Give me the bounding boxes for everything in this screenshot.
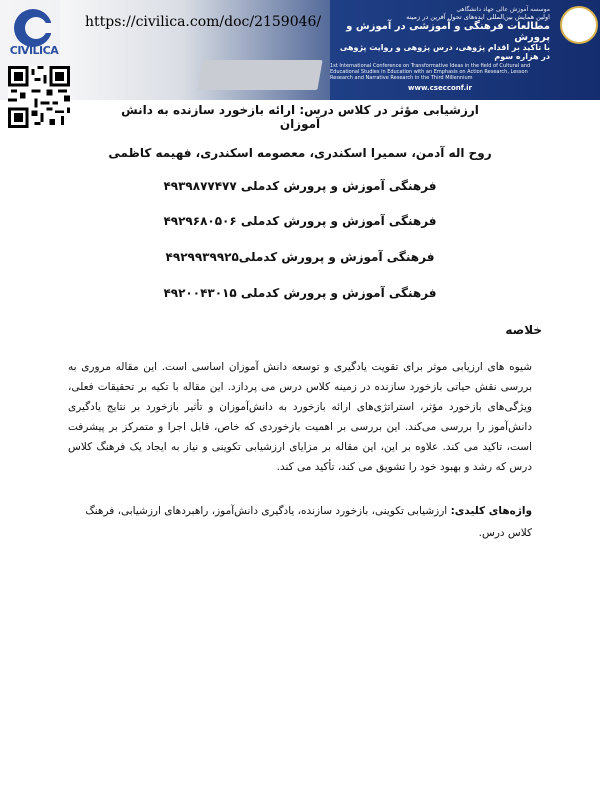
civilica-logo-text: CIVILICA (9, 44, 59, 57)
conference-org: موسسه آموزش عالی جهاد دانشگاهی (456, 6, 550, 13)
author-affiliation: فرهنگی آموزش و پرورش کدملی ۴۹۲۰۰۴۳۰۱۵ (163, 286, 437, 300)
paper-authors: روح اله آدمن، سمیرا اسکندری، معصومه اسکندری، فهیمه کاظمی (108, 146, 492, 160)
document-url[interactable]: https://civilica.com/doc/2159046/ (85, 14, 322, 30)
abstract-text: شیوه های ارزیابی موثر برای تقویت یادگیری و توسعه دانش آموزان اساسی است. این مقاله مروری به بررسی نقش حیاتی بازخورد سازنده در زمینه کلاس درس می پردازد. این مقاله با تکیه بر تحقیقات فعلی، ویژگی‌های بازخورد مؤثر، استراتژی‌های ارائه بازخورد به دانش‌آموزان و تأثیر بازخورد بر نتایج یادگیری دانش‌آموز را بررسی می‌کند. این بررسی بر اهمیت بازخوردی که خاص، قابل اجرا و متمرکز بر پیشرفت است، تاکید می کند. علاوه بر این، این مقاله بر مزایای ارزشیابی تکوینی و نیاز به ایجاد یک فرهنگ کلاس درس که رشد و بهبود خود را تشویق می کند، تأکید می کند. (68, 361, 532, 473)
keywords-text: ارزشیابی تکوینی، بازخورد سازنده، یادگیری دانش‌آموز، راهبردهای ارزشیابی، فرهنگ کلاس درس. (85, 505, 532, 539)
conference-tagline: با تاکید بر اقدام پژوهی، درس پژوهی و روایت پژوهی در هزاره سوم (339, 43, 550, 61)
conference-emblem-icon (560, 6, 598, 44)
conference-title: مطالعات فرهنگی و آموزشی در آموزش و پرورش (346, 21, 550, 43)
author-affiliation: فرهنگی آموزش و پرورش کدملی ۴۹۲۹۶۸۰۵۰۶ (163, 214, 437, 228)
conference-website[interactable]: www.csecconf.ir (408, 84, 472, 92)
banner-book-image (197, 60, 322, 90)
conference-english-title: 1st International Conference on Transformative Ideas in the field of Cultural and Educational Studies in Education with an Emphasis on Action Research, Lesson Research and Narrative Research in the Third Millennium (330, 63, 531, 81)
abstract-heading: خلاصه (505, 323, 542, 337)
keywords-label: واژه‌های کلیدی: (450, 505, 532, 517)
conference-subtitle: اولین همایش بین‌المللی ایده‌های تحول آفرین در زمینه (406, 13, 550, 21)
author-affiliation: فرهنگی آموزش و پرورش کدملی ۴۹۳۹۸۷۷۴۷۷ (163, 179, 437, 193)
paper-title: ارزشیابی مؤثر در کلاس درس: ارائه بازخورد سازنده به دانش آموزان (121, 103, 479, 131)
conference-info (330, 6, 550, 92)
author-affiliation: فرهنگی آموزش و پرورش کدملی۴۹۲۹۹۳۹۹۲۵ (165, 250, 435, 264)
qr-code-icon (8, 66, 70, 128)
keywords-section (68, 500, 532, 544)
